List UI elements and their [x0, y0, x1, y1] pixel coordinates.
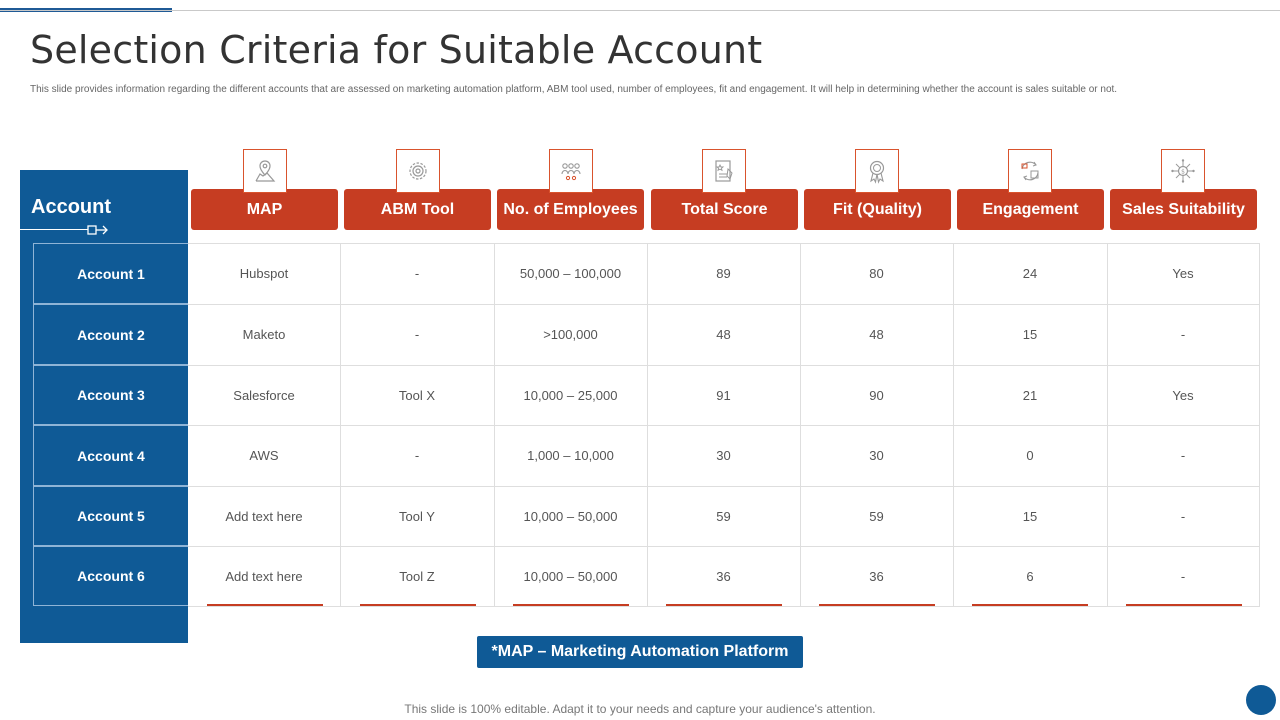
column-underline — [513, 604, 629, 606]
location-map-icon — [243, 149, 287, 193]
column-underline — [1126, 604, 1242, 606]
table-cell-fit-quality: 36 — [869, 568, 884, 584]
table-cell-map: Add text here — [225, 568, 303, 584]
table-cell-total-score: 89 — [716, 266, 731, 281]
table-cell-engagement: 15 — [1022, 508, 1038, 524]
account-heading: Account — [31, 196, 111, 218]
svg-text:$: $ — [1181, 168, 1185, 176]
column-underline — [666, 604, 782, 606]
table-cell-abm-tool: Tool X — [398, 387, 436, 403]
column-underline — [972, 604, 1088, 606]
dollar-network-icon — [1161, 149, 1205, 193]
page-title: Selection Criteria for Suitable Account — [30, 28, 763, 72]
table-cell-total-score: 36 — [716, 568, 731, 584]
column-header-total-score: Total Score — [651, 189, 798, 230]
table-cell-engagement: 0 — [1026, 448, 1034, 463]
table-cell-abm-tool: - — [414, 266, 420, 281]
row-label-account-6: Account 6 — [33, 546, 188, 606]
table-cell-fit-quality: 48 — [869, 327, 884, 342]
table-cell-engagement: 24 — [1022, 266, 1038, 281]
table-cell-fit-quality: 30 — [869, 448, 884, 463]
table-cell-map: Maketo — [242, 327, 286, 342]
column-header-fit-quality: Fit (Quality) — [804, 189, 951, 230]
quality-badge-icon — [855, 149, 899, 193]
grid-line — [1259, 243, 1260, 606]
table-cell-sales-suitability: - — [1180, 568, 1186, 584]
column-underline — [360, 604, 476, 606]
row-label-account-4: Account 4 — [33, 425, 188, 486]
table-cell-sales-suitability: - — [1180, 448, 1186, 463]
table-cell-sales-suitability: - — [1180, 508, 1186, 524]
table-cell-total-score: 91 — [716, 387, 731, 403]
page-subtitle: This slide provides information regarding the different accounts that are assessed on marketing automation platform, ABM tool used, number of employees, fit and engagement. It will help in determining whether the account is sales suitable or not. — [30, 84, 1118, 95]
table-cell-map: Salesforce — [233, 387, 295, 403]
table-cell-abm-tool: - — [414, 327, 420, 342]
row-label-account-3: Account 3 — [33, 365, 188, 425]
table-cell-employees: >100,000 — [543, 327, 598, 342]
table-cell-employees: 1,000 – 10,000 — [527, 448, 614, 463]
corner-circle-decoration — [1246, 685, 1276, 715]
row-label-account-2: Account 2 — [33, 304, 188, 365]
arrow-right-icon — [86, 223, 110, 237]
table-cell-engagement: 6 — [1026, 568, 1034, 584]
table-cell-total-score: 30 — [716, 448, 731, 463]
table-cell-fit-quality: 90 — [869, 387, 884, 403]
column-header-employees: No. of Employees — [497, 189, 644, 230]
table-cell-employees: 10,000 – 50,000 — [523, 508, 618, 524]
table-cell-abm-tool: Tool Y — [399, 508, 435, 524]
table-cell-fit-quality: 59 — [869, 508, 884, 524]
table-cell-abm-tool: - — [414, 448, 420, 463]
column-header-engagement: Engagement — [957, 189, 1104, 230]
table-cell-total-score: 48 — [716, 327, 731, 342]
table-cell-engagement: 15 — [1022, 327, 1038, 342]
table-cell-engagement: 21 — [1022, 387, 1038, 403]
scorecard-icon — [702, 149, 746, 193]
account-heading-underline — [20, 229, 88, 230]
table-cell-map: Hubspot — [239, 266, 289, 281]
engagement-cycle-icon — [1008, 149, 1052, 193]
table-cell-sales-suitability: - — [1180, 327, 1186, 342]
table-cell-map: Add text here — [225, 508, 303, 524]
table-cell-map: AWS — [249, 448, 279, 463]
gear-icon — [396, 149, 440, 193]
table-cell-sales-suitability: Yes — [1172, 266, 1194, 281]
table-cell-abm-tool: Tool Z — [399, 568, 435, 584]
column-header-abm-tool: ABM Tool — [344, 189, 491, 230]
column-underline — [207, 604, 323, 606]
row-label-account-1: Account 1 — [33, 243, 188, 304]
people-icon — [549, 149, 593, 193]
top-divider — [0, 10, 1280, 11]
table-cell-employees: 10,000 – 25,000 — [523, 387, 618, 403]
table-cell-total-score: 59 — [716, 508, 731, 524]
column-header-map: MAP — [191, 189, 338, 230]
map-definition-note: *MAP – Marketing Automation Platform — [477, 636, 803, 668]
table-cell-fit-quality: 80 — [869, 266, 884, 281]
table-cell-sales-suitability: Yes — [1172, 387, 1194, 403]
table-cell-employees: 10,000 – 50,000 — [523, 568, 618, 584]
table-cell-employees: 50,000 – 100,000 — [519, 266, 622, 281]
column-underline — [819, 604, 935, 606]
column-header-sales-suitability: Sales Suitability — [1110, 189, 1257, 230]
row-label-account-5: Account 5 — [33, 486, 188, 546]
grid-line — [188, 606, 1260, 607]
footer-text: This slide is 100% editable. Adapt it to your needs and capture your audience's attention. — [404, 702, 876, 716]
